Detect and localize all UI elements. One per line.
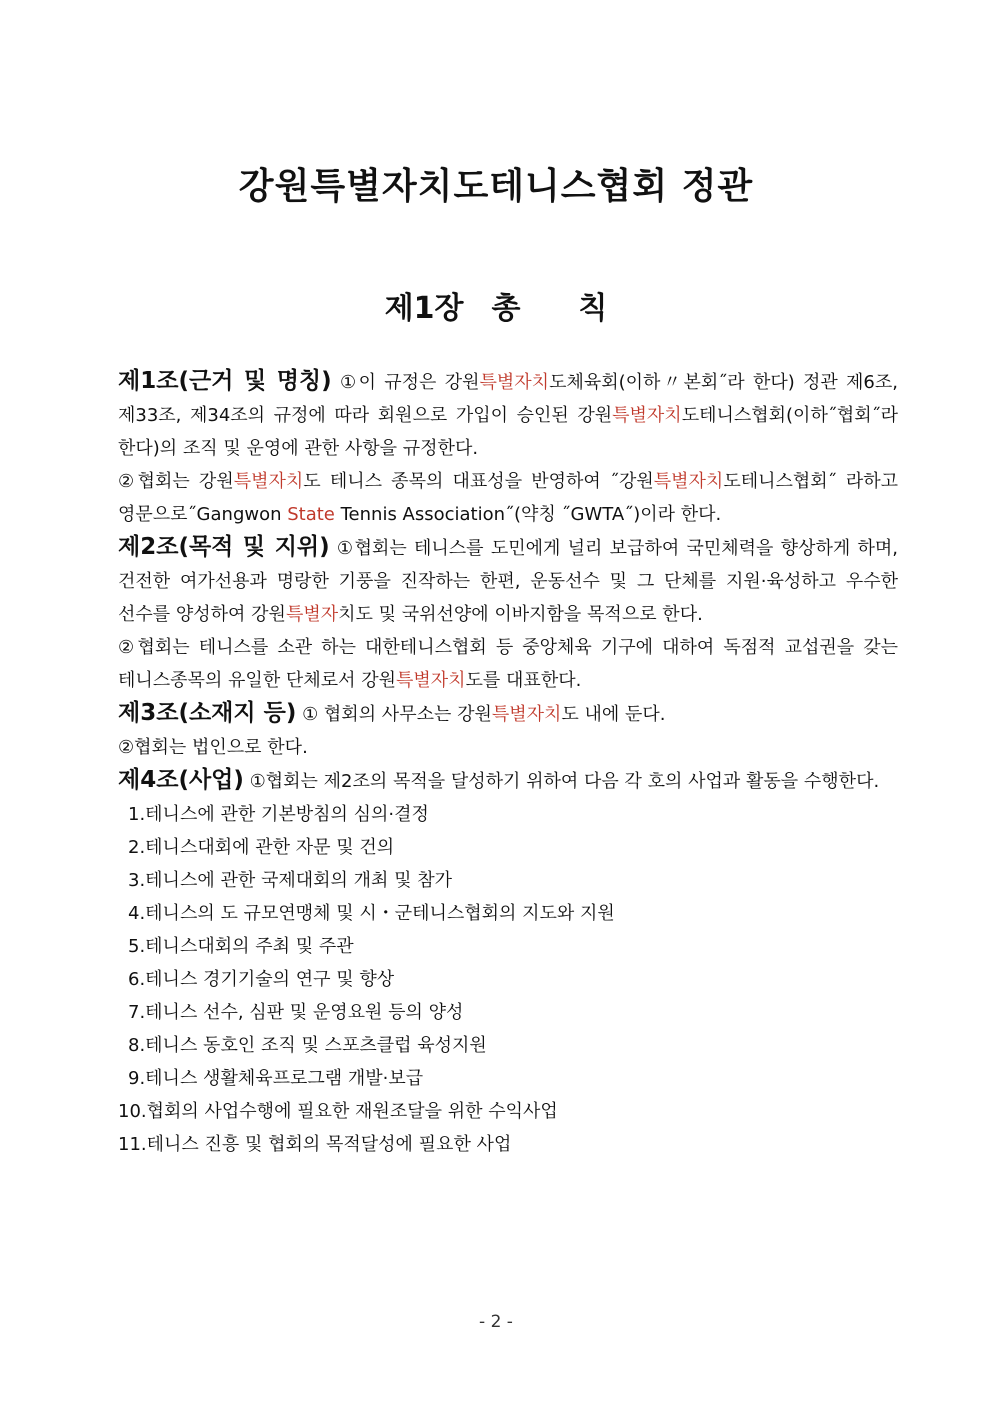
highlight-text: 특별자치 <box>395 670 466 691</box>
list-item: 2.테니스대회에 관한 자문 및 건의 <box>128 837 395 858</box>
highlight-text: State <box>287 504 335 525</box>
text-run: Tennis Association˝(약칭 ˝GWTA˝)이라 한다. <box>334 504 722 525</box>
text-run: 도테니스협회˝ 라하고 영문으로˝Gangwon <box>118 471 898 525</box>
highlight-text: 특별자치 <box>233 471 304 492</box>
text-run: 도 테니스 종목의 대표성을 반영하여 ˝강원 <box>303 471 654 492</box>
highlight-text: 특별자치 <box>491 704 562 725</box>
list-item: 3.테니스에 관한 국제대회의 개최 및 참가 <box>128 870 452 891</box>
article-1-paragraph-1 <box>118 365 898 465</box>
list-item: 8.테니스 동호인 조직 및 스포츠클럽 육성지원 <box>128 1035 487 1056</box>
list-item: 9.테니스 생활체육프로그램 개발·보급 <box>128 1068 424 1089</box>
highlight-text: 특별자치 <box>479 372 550 393</box>
chapter-title <box>0 283 992 327</box>
list-item: 10.협회의 사업수행에 필요한 재원조달을 위한 수익사업 <box>118 1101 558 1122</box>
article-3-paragraph-1 <box>118 697 898 731</box>
article-2-paragraph-2 <box>118 631 898 697</box>
text-run: 치도 및 국위선양에 이바지함을 목적으로 한다. <box>338 604 703 625</box>
list-item: 6.테니스 경기기술의 연구 및 향상 <box>128 969 395 990</box>
page-number: - 2 - <box>479 1312 513 1332</box>
document-body <box>118 365 898 1161</box>
text-run: ① 협회의 사무소는 강원 <box>296 704 492 725</box>
highlight-text: 특별자치 <box>653 471 724 492</box>
article-2-heading: 제2조(목적 및 지위) <box>118 534 330 560</box>
document-title: 강원특별자치도테니스협회 정관 <box>238 166 754 207</box>
chapter-number: 제1장 <box>384 291 464 326</box>
article-3-heading: 제3조(소재지 등) <box>118 700 297 726</box>
chapter-word-2: 칙 <box>578 291 608 326</box>
text-run: 도 내에 둔다. <box>561 704 666 725</box>
list-item: 1.테니스에 관한 기본방침의 심의·결정 <box>128 804 429 825</box>
highlight-text: 특별자치 <box>612 405 682 426</box>
article-2-paragraph-1 <box>118 531 898 631</box>
text-run: ①이 규정은 강원 <box>331 372 480 393</box>
highlight-text: 특별자 <box>285 604 339 625</box>
text-run: ①협회는 제2조의 목적을 달성하기 위하여 다음 각 호의 사업과 활동을 수행한다. <box>243 771 880 792</box>
list-item: 5.테니스대회의 주최 및 주관 <box>128 936 354 957</box>
text-run: ①협회는 테니스를 도민에게 널리 보급하여 국민체력을 향상하게 하며, 건전한 여가선용과 명랑한 기풍을 진작하는 한편, 운동선수 및 그 단체를 지원·육성하고 우수한 선수를 양성하여 강원 <box>118 538 898 625</box>
article-3-paragraph-2: ②협회는 법인으로 한다. <box>118 737 308 758</box>
text-run: 도테니스협회(이하˝협회˝라 한다)의 조직 및 운영에 관한 사항을 규정한다. <box>118 405 898 459</box>
article-1-heading: 제1조(근거 및 명칭) <box>118 368 332 394</box>
article-4-paragraph-1 <box>118 764 898 798</box>
text-run: ②협회는 테니스를 소관 하는 대한테니스협회 등 중앙체육 기구에 대하여 독점적 교섭권을 갖는 테니스종목의 유일한 단체로서 강원 <box>118 637 898 691</box>
list-item: 7.테니스 선수, 심판 및 운영요원 등의 양성 <box>128 1002 464 1023</box>
text-run: 도를 대표한다. <box>465 670 582 691</box>
article-1-paragraph-2 <box>118 465 898 531</box>
chapter-word-1: 총 <box>491 291 521 326</box>
article-4-item-list <box>118 798 898 1161</box>
article-4-heading: 제4조(사업) <box>118 767 244 793</box>
text-run: 도체육회(이하〃본회˝라 한다) 정관 제6조, 제33조, 제34조의 규정에 따라 회원으로 가입이 승인된 강원 <box>118 372 898 426</box>
text-run: ②협회는 강원 <box>118 471 234 492</box>
list-item: 11.테니스 진흥 및 협회의 목적달성에 필요한 사업 <box>118 1134 512 1155</box>
list-item: 4.테니스의 도 규모연맹체 및 시・군테니스협회의 지도와 지원 <box>128 903 615 924</box>
